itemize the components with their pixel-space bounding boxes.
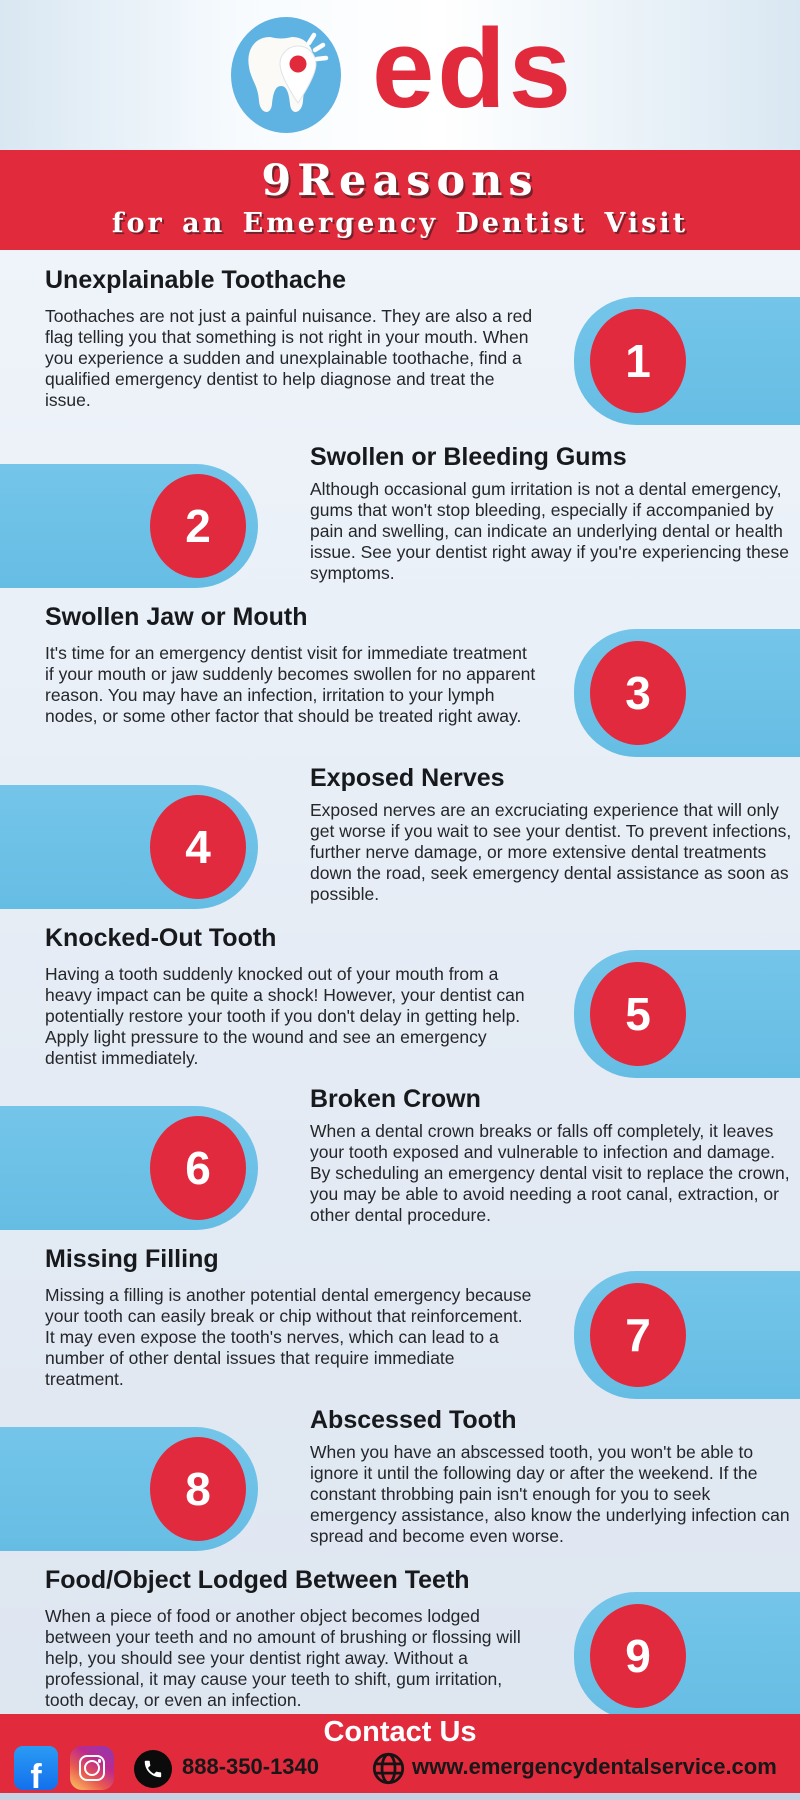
globe-icon (370, 1750, 407, 1787)
reason-number-badge (150, 1437, 246, 1541)
header (0, 0, 800, 150)
title-banner (0, 150, 800, 250)
reason-title: Swollen or Bleeding Gums (310, 443, 627, 471)
eds-logo-icon (226, 14, 346, 136)
reason-number-badge (590, 962, 686, 1066)
reason-pill (574, 1271, 800, 1399)
reason-number: 8 (185, 1463, 211, 1515)
reason-number: 6 (185, 1142, 211, 1194)
reason-section-9 (0, 1554, 800, 1715)
reason-number-badge (150, 474, 246, 578)
reason-body: Exposed nerves are an excruciating experience that will only get worse if you wait to see your dentist. To prevent infections, further nerve damage, or more extensive dental treatments down the road, seek emergency dental assistance as soon as possible. (310, 800, 792, 904)
instagram-icon[interactable] (70, 1746, 114, 1790)
website-url[interactable]: www.emergencydentalservice.com (412, 1754, 777, 1779)
reason-title: Knocked-Out Tooth (45, 923, 277, 952)
reason-pill (0, 785, 258, 909)
reason-pill (0, 1106, 258, 1230)
reason-section-3 (0, 591, 800, 752)
reason-body: It's time for an emergency dentist visit for immediate treatment if your mouth or jaw suddenly becomes swollen for no apparent reason. You may have an infection, irritation to your lymph nodes, or some other factor that should be treated right away. (45, 642, 536, 726)
reason-body: When a piece of food or another object becomes lodged between your teeth and no amount of brushing or flossing will help, you should see your dentist right away. Without a professional, it may cause your teeth to shift, gum irritation, tooth decay, or even an infection. (45, 1605, 521, 1710)
reason-number-badge (590, 1604, 686, 1708)
banner-title: 9Reasons (261, 156, 539, 206)
reason-section-1 (0, 250, 800, 430)
reason-number-badge (150, 1116, 246, 1220)
reason-section-8 (0, 1393, 800, 1554)
reason-body: Missing a filling is another potential dental emergency because your tooth can easily break or chip without that reinforcement. It may even expose the tooth's nerves, which can lead to a number of other dental issues that require immediate treatment. (45, 1284, 532, 1389)
reason-section-7 (0, 1233, 800, 1394)
reason-title: Abscessed Tooth (310, 1406, 517, 1434)
reason-pill (0, 464, 258, 588)
reason-number: 7 (625, 1308, 651, 1361)
reason-title: Missing Filling (45, 1244, 219, 1273)
reason-body: Although occasional gum irritation is not a dental emergency, gums that won't stop bleeding, especially if accompanied by pain and swelling, can indicate an underlying dental or health issue. See your dentist right away if you're experiencing these symptoms. (310, 479, 790, 583)
reason-body: Having a tooth suddenly knocked out of your mouth from a heavy impact can be quite a shock! However, your dentist can potentially restore your tooth if you don't delay in getting help. Apply light pressure to the wound and see an emergency dentist immediately. (45, 963, 525, 1068)
facebook-icon[interactable] (14, 1746, 58, 1790)
reason-number-badge (590, 641, 686, 745)
reason-number: 3 (625, 666, 651, 719)
reason-number-badge (590, 1283, 686, 1387)
reason-pill (574, 297, 800, 425)
reason-section-2 (0, 430, 800, 591)
reason-number-badge (150, 795, 246, 899)
reason-section-4 (0, 751, 800, 912)
instagram-camera-glyph (79, 1755, 105, 1781)
reason-title: Exposed Nerves (310, 764, 505, 792)
reason-title: Unexplainable Toothache (45, 266, 346, 294)
reason-title: Swollen Jaw or Mouth (45, 602, 308, 631)
reason-number-badge (590, 309, 686, 413)
reason-number: 5 (625, 987, 651, 1040)
facebook-f-glyph: f (30, 1758, 42, 1790)
reason-pill (574, 629, 800, 757)
phone-number[interactable]: 888-350-1340 (182, 1754, 320, 1779)
reason-pill (574, 1592, 800, 1720)
brand-name: eds (372, 6, 574, 131)
reason-body: When you have an abscessed tooth, you won't be able to ignore it until the following day or after the weekend. If the constant throbbing pain isn't enough for you to seek emergency assistance, also know the underlying infection can spread and become even worse. (310, 1442, 790, 1546)
reason-title: Food/Object Lodged Between Teeth (45, 1565, 470, 1594)
reason-pill (0, 1427, 258, 1551)
banner-subtitle: for an Emergency Dentist Visit (111, 208, 689, 239)
reason-section-5 (0, 912, 800, 1073)
reason-body: When a dental crown breaks or falls off completely, it leaves your tooth exposed and vulnerable to infection and damage. By scheduling an emergency dental visit to replace the crown, you may be able to avoid needing a root canal, extraction, or other dental procedure. (310, 1121, 790, 1225)
phone-icon (134, 1750, 172, 1788)
reason-pill (574, 950, 800, 1078)
contact-us-heading: Contact Us (323, 1716, 477, 1748)
reason-number: 9 (625, 1629, 651, 1682)
reason-number: 2 (185, 500, 211, 552)
reason-number: 1 (625, 335, 651, 387)
footer (0, 1714, 800, 1793)
reason-number: 4 (185, 821, 211, 873)
reason-section-6 (0, 1072, 800, 1233)
bottom-strip (0, 1793, 800, 1800)
reason-body: Toothaches are not just a painful nuisance. They are also a red flag telling you that something is not right in your mouth. When you experience a sudden and unexplainable toothache, find a qualified emergency dentist to help diagnose and treat the issue. (45, 306, 533, 410)
reason-title: Broken Crown (310, 1085, 481, 1113)
